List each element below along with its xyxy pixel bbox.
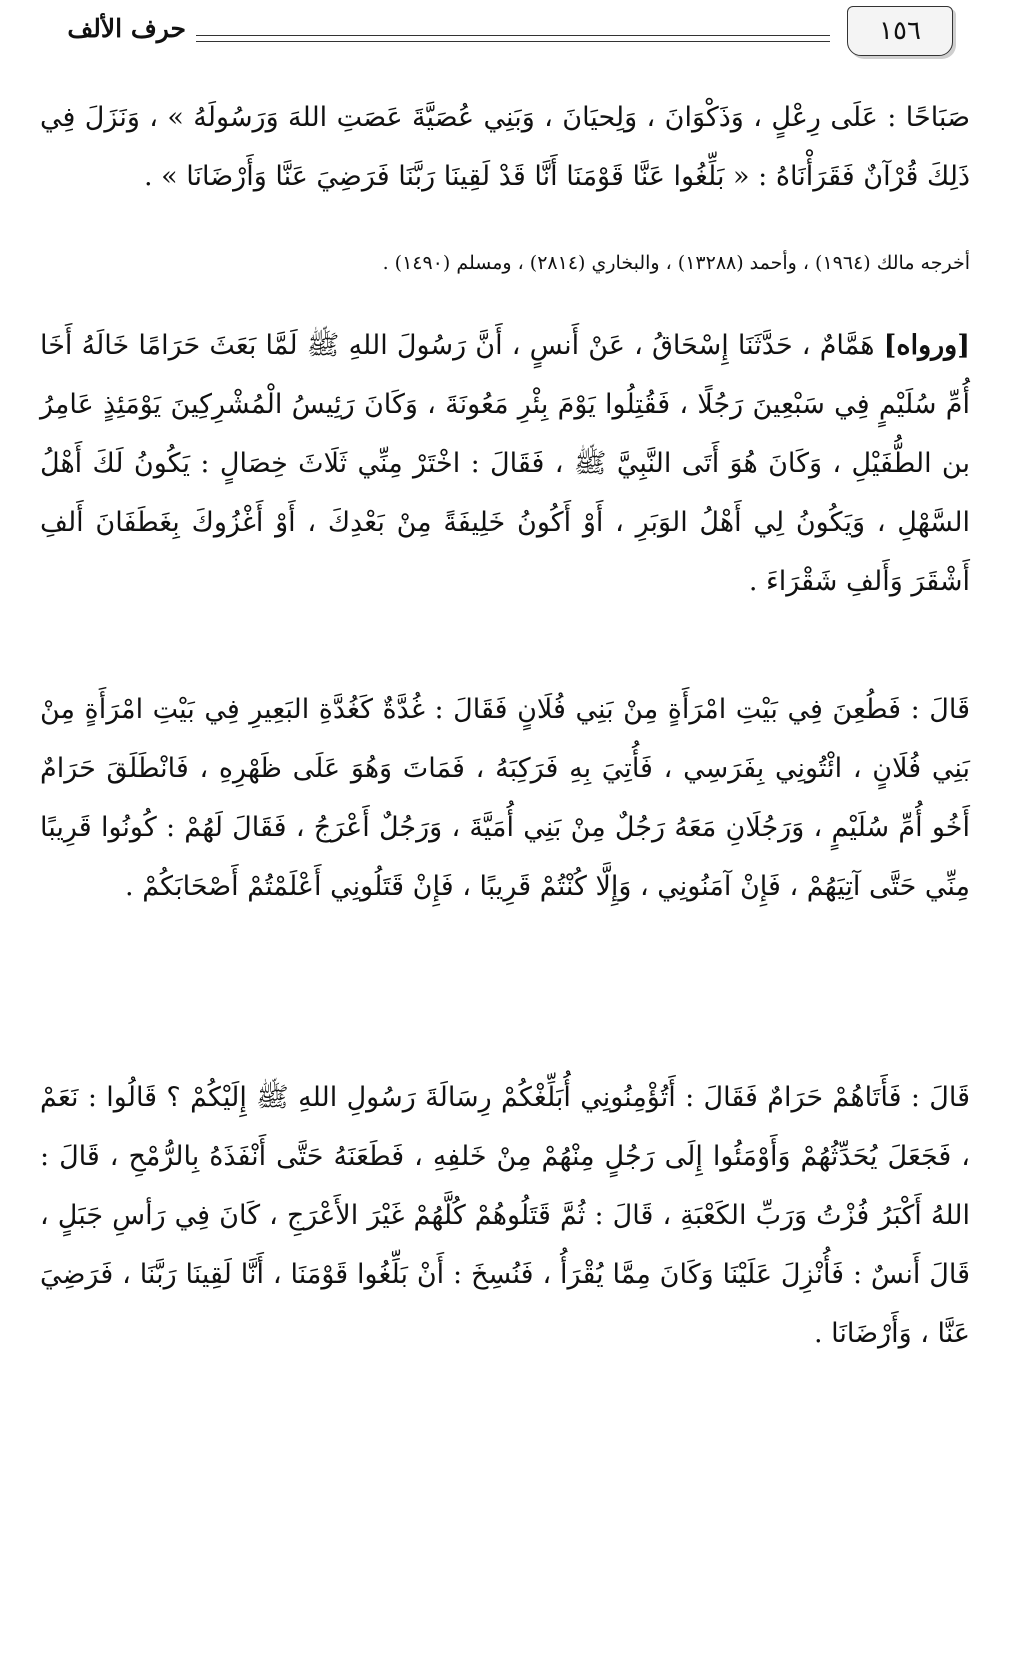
chapter-title: حرف الألف [67, 14, 186, 43]
paragraph-1-text: صَبَاحًا : عَلَى رِعْلٍ ، وَذَكْوَانَ ، وَلِحيَانَ ، وَبَنِي عُصَيَّةَ عَصَتِ اللهَ وَرَسُولَهُ » ، وَنَزَلَ فِي ذَلِكَ قُرْآنٌ فَقَرَأْنَاهُ : « بَلِّغُوا عَنَّا قَوْمَنَا أَنَّا قَدْ لَقِينَا رَبَّنَا فَرَضِيَ عَنَّا وَأَرْضَانَا » . [40, 102, 970, 192]
page-number: ١٥٦ [847, 6, 953, 56]
paragraph-3 [40, 680, 970, 916]
paragraph-2-text: هَمَّامٌ ، حَدَّثَنَا إِسْحَاقُ ، عَنْ أَنسٍ ، أَنَّ رَسُولَ اللهِ ﷺ لَمَّا بَعَثَ حَرَامًا خَالَهُ أَخَا أُمِّ سُلَيْمٍ فِي سَبْعِينَ رَجُلًا ، فَقُتِلُوا يَوْمَ بِئْرِ مَعُونَةَ ، وَكَانَ رَئِيسُ الْمُشْرِكِينَ يَوْمَئِذٍ عَامِرُ بن الطُّفَيْلِ ، وَكَانَ هُوَ أَتَى النَّبِيَّ ﷺ ، فَقَالَ : اخْتَرْ مِنِّي ثَلَاثَ خِصَالٍ : يَكُونُ لَكَ أَهْلُ السَّهْلِ ، وَيَكُونُ لِي أَهْلُ الوَبَرِ ، أَوْ أَكُونُ خَلِيفَةً مِنْ بَعْدِكَ ، أَوْ أَغْزُوكَ بِغَطَفَانَ أَلفِ أَشْقَرَ وَأَلفِ شَقْرَاءَ . [40, 330, 970, 597]
paragraph-3-text: قَالَ : فَطُعِنَ فِي بَيْتِ امْرَأَةٍ مِنْ بَنِي فُلَانٍ فَقَالَ : غُدَّةٌ كَغُدَّةِ البَعِيرِ فِي بَيْتِ امْرَأَةٍ مِنْ بَنِي فُلَانٍ ، ائْتُونِي بِفَرَسِي ، فَأُتِيَ بِهِ فَرَكِبَهُ ، فَمَاتَ وَهُوَ عَلَى ظَهْرِهِ ، فَانْطَلَقَ حَرَامٌ أَخُو أُمِّ سُلَيْمٍ ، وَرَجُلَانِ مَعَهُ رَجُلٌ مِنْ بَنِي أُمَيَّةَ ، وَرَجُلٌ أَعْرَجُ ، فَقَالَ لَهُمْ : كُونُوا قَرِيبًا مِنِّي حَتَّى آتِيَهُمْ ، فَإِنْ آمَنُونِي ، وَإِلَّا كُنْتُمْ قَرِيبًا ، فَإِنْ قَتَلُونِي أَعْلَمْتُمْ أَصْحَابَكُمْ . [40, 694, 970, 902]
paragraph-4-text: قَالَ : فَأَتَاهُمْ حَرَامٌ فَقَالَ : أَتُؤْمِنُونِي أُبَلِّغْكُمْ رِسَالَةَ رَسُولِ اللهِ ﷺ إِلَيْكُمْ ؟ قَالُوا : نَعَمْ ، فَجَعَلَ يُحَدِّثُهُمْ وَأَوْمَئُوا إِلَى رَجُلٍ مِنْهُمْ مِنْ خَلفِهِ ، فَطَعَنَهُ حَتَّى أَنْفَذَهُ بِالرُّمْحِ ، قَالَ : اللهُ أَكْبَرُ فُزْتُ وَرَبِّ الكَعْبَةِ ، قَالَ : ثُمَّ قَتَلُوهُمْ كُلَّهُمْ غَيْرَ الأَعْرَجِ ، كَانَ فِي رَأسِ جَبَلٍ ، قَالَ أَنسٌ : فَأُنْزِلَ عَلَيْنَا وَكَانَ مِمَّا يُقْرَأُ ، فَنُسِخَ : أَنْ بَلِّغُوا قَوْمَنَا ، أَنَّا لَقِينَا رَبَّنَا ، فَرَضِيَ عَنَّا ، وَأَرْضَانَا . [40, 1082, 970, 1349]
paragraph-1 [40, 88, 970, 206]
narration-marker: [ورواه] [883, 330, 970, 361]
header-rule [196, 35, 830, 42]
hadith-reference-text: أخرجه مالك (١٩٦٤) ، وأحمد (١٣٢٨٨) ، والبخاري (٢٨١٤) ، ومسلم (١٤٩٠) . [382, 252, 970, 274]
hadith-reference-note [40, 248, 990, 278]
paragraph-4 [40, 1068, 970, 1363]
paragraph-2 [40, 316, 970, 611]
